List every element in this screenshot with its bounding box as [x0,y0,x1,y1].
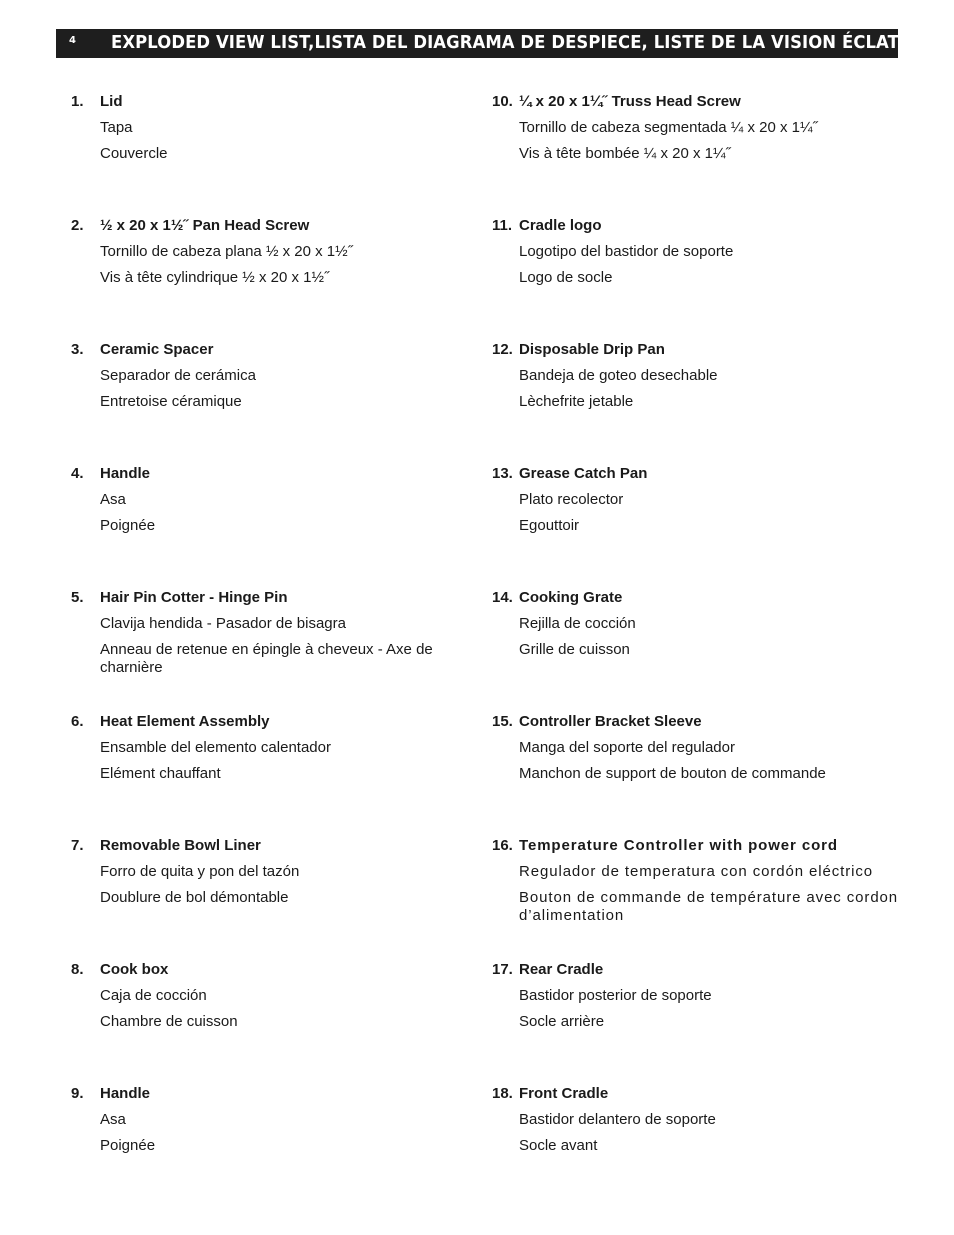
part-number: 11. [492,217,513,234]
part-name-french: Socle arrière [519,1013,605,1030]
part-number: 18. [492,1085,513,1102]
part-name-french: Vis à tête cylindrique ½ x 20 x 1½˝ [100,269,330,286]
part-name-french: Lèchefrite jetable [519,393,634,410]
part-name-english: Rear Cradle [519,961,604,978]
part-item [492,1085,922,1155]
part-item [71,1085,471,1155]
part-number: 4. [71,465,84,482]
part-name-french: Egouttoir [519,517,580,534]
part-name-french: Vis à tête bombée ¼ x 20 x 1¼˝ [519,145,731,162]
part-number: 7. [71,837,84,854]
part-item [71,465,471,535]
part-name-english: Ceramic Spacer [100,341,214,358]
part-number: 3. [71,341,84,358]
part-name-english: Cradle logo [519,217,602,234]
part-item [71,93,471,163]
section-title: EXPLODED VIEW LIST,LISTA DEL DIAGRAMA DE DESPIECE, LISTE DE LA VISION ÉCLATÉE [111,33,922,53]
part-name-english: Cooking Grate [519,589,623,606]
part-item [492,961,922,1031]
part-name-english: ¼ x 20 x 1¼˝ Truss Head Screw [519,93,741,110]
part-name-french: Chambre de cuisson [100,1013,238,1030]
part-name-english: Lid [100,93,123,110]
part-name-english: Removable Bowl Liner [100,837,261,854]
part-number: 15. [492,713,513,730]
part-name-french: Bouton de commande de température avec cordon d’alimentation [519,889,899,924]
part-name-french: Socle avant [519,1137,598,1154]
part-number: 5. [71,589,84,606]
part-item [492,93,922,163]
part-number: 13. [492,465,513,482]
part-name-english: Hair Pin Cotter - Hinge Pin [100,589,288,606]
part-name-english: Cook box [100,961,169,978]
part-name-english: Front Cradle [519,1085,609,1102]
part-item [492,465,922,535]
part-name-english: Disposable Drip Pan [519,341,665,358]
part-number: 6. [71,713,84,730]
part-name-spanish: Logotipo del bastidor de soporte [519,243,734,260]
part-number: 9. [71,1085,84,1102]
part-item [71,341,471,411]
part-name-french: Poignée [100,1137,156,1154]
part-name-french: Poignée [100,517,156,534]
part-name-spanish: Separador de cerámica [100,367,256,384]
part-number: 12. [492,341,513,358]
part-name-spanish: Clavija hendida - Pasador de bisagra [100,615,346,632]
part-item [71,217,471,287]
part-name-spanish: Asa [100,1111,126,1128]
part-item [71,961,471,1031]
part-name-spanish: Bastidor delantero de soporte [519,1111,716,1128]
part-number: 2. [71,217,84,234]
part-item [492,341,922,411]
part-name-spanish: Tornillo de cabeza plana ½ x 20 x 1½˝ [100,243,353,260]
part-name-english: Handle [100,465,151,482]
part-name-spanish: Asa [100,491,126,508]
part-name-french: Logo de socle [519,269,613,286]
part-name-spanish: Bandeja de goteo desechable [519,367,718,384]
part-name-french: Elément chauffant [100,765,221,782]
part-number: 17. [492,961,513,978]
part-name-french: Grille de cuisson [519,641,630,658]
part-item [71,713,471,783]
part-item [71,589,471,677]
part-name-spanish: Rejilla de cocción [519,615,636,632]
part-name-spanish: Regulador de temperatura con cordón eléctrico [519,863,874,880]
part-item [492,589,922,659]
part-name-spanish: Ensamble del elemento calentador [100,739,331,756]
part-item [492,217,922,287]
part-name-french: Anneau de retenue en épingle à cheveux - Axe de charnière [100,641,433,676]
part-name-french: Manchon de support de bouton de commande [519,765,826,782]
part-name-english: Grease Catch Pan [519,465,648,482]
part-name-spanish: Tornillo de cabeza segmentada ¼ x 20 x 1¼˝ [519,119,818,136]
part-name-english: Handle [100,1085,151,1102]
part-name-spanish: Manga del soporte del regulador [519,739,735,756]
part-name-spanish: Forro de quita y pon del tazón [100,863,300,880]
part-name-french: Doublure de bol démontable [100,889,289,906]
page-number: 4 [69,35,76,46]
part-number: 16. [492,837,513,854]
part-name-french: Entretoise céramique [100,393,242,410]
part-name-spanish: Plato recolector [519,491,624,508]
part-name-english: Temperature Controller with power cord [519,837,838,854]
part-number: 14. [492,589,513,606]
part-number: 10. [492,93,513,110]
part-name-english: Controller Bracket Sleeve [519,713,702,730]
part-number: 8. [71,961,84,978]
part-item [492,713,922,783]
part-name-french: Couvercle [100,145,168,162]
part-number: 1. [71,93,84,110]
part-name-english: Heat Element Assembly [100,713,270,730]
part-name-spanish: Bastidor posterior de soporte [519,987,712,1004]
part-name-english: ½ x 20 x 1½˝ Pan Head Screw [100,217,310,234]
part-item [492,837,922,925]
part-name-spanish: Caja de cocción [100,987,207,1004]
part-item [71,837,471,907]
part-name-spanish: Tapa [100,119,133,136]
